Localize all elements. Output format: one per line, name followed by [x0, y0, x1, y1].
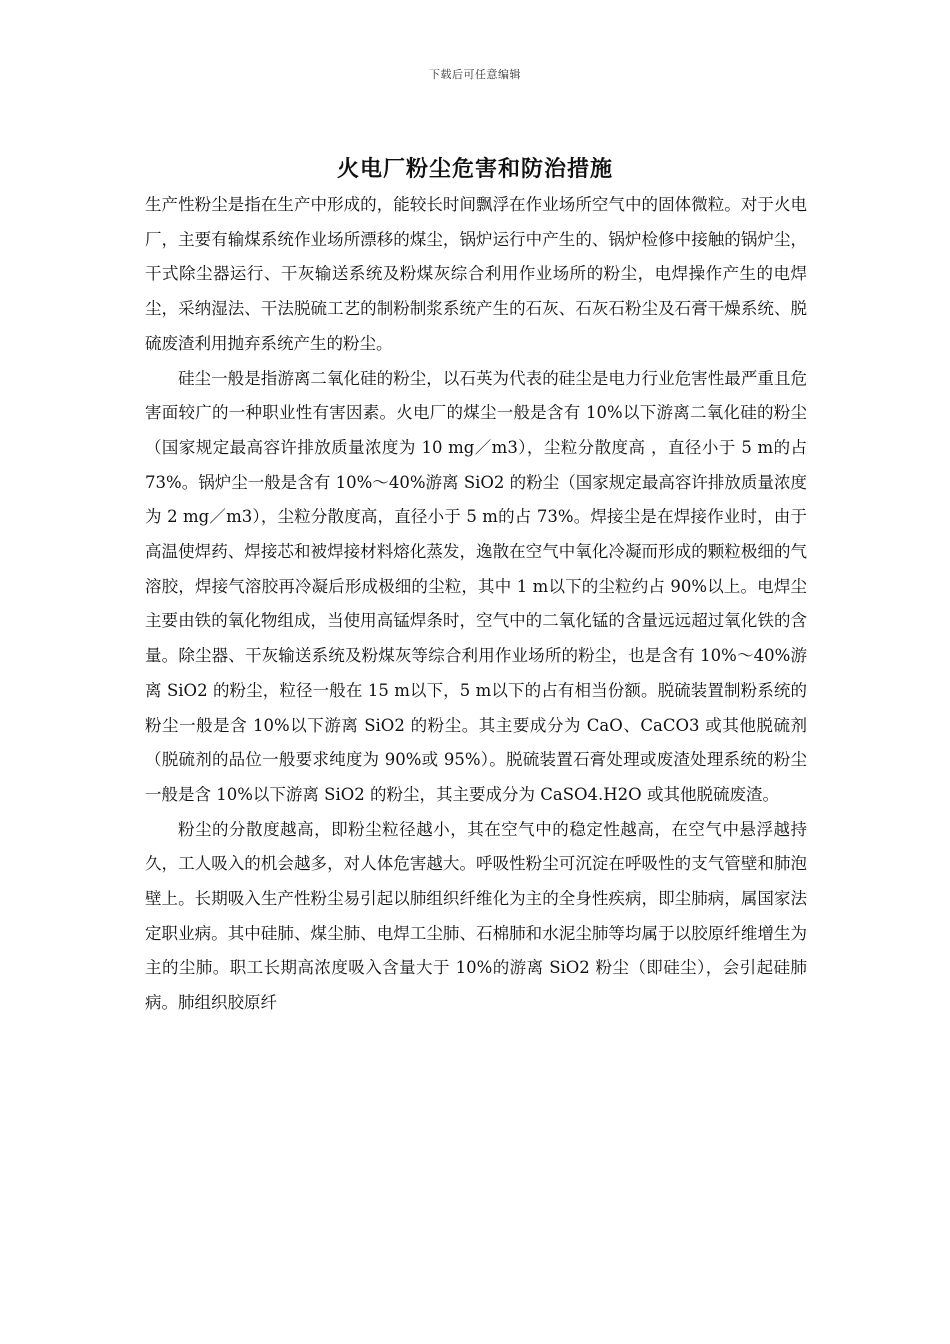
header-note: 下载后可任意编辑 — [429, 68, 521, 81]
paragraph-3: 粉尘的分散度越高，即粉尘粒径越小，其在空气中的稳定性越高，在空气中悬浮越持久，工人吸入的机会越多，对人体危害越大。呼吸性粉尘可沉淀在呼吸性的支气管壁和肺泡壁上。长期吸入生产性粉尘易引起以肺组织纤维化为主的全身性疾病，即尘肺病，属国家法定职业病。其中硅肺、煤尘肺、电焊工尘肺、石棉肺和水泥尘肺等均属于以胶原纤维增生为主的尘肺。职工长期高浓度吸入含量大于 10%的游离 SiO2 粉尘（即硅尘），会引起硅肺病。肺组织胶原纤 — [145, 819, 807, 1013]
document-title: 火电厂粉尘危害和防治措施 — [336, 156, 613, 182]
paragraph-1: 生产性粉尘是指在生产中形成的，能较长时间飘浮在作业场所空气中的固体微粒。对于火电厂，主要有输煤系统作业场所漂移的煤尘，锅炉运行中产生的、锅炉检修中接触的锅炉尘，干式除尘器运行、干灰输送系统及粉煤灰综合利用作业场所的粉尘，电焊操作产生的电焊尘，采纳湿法、干法脱硫工艺的制粉制浆系统产生的石灰、石灰石粉尘及石膏干燥系统、脱硫废渣利用抛弃系统产生的粉尘。 — [145, 195, 807, 353]
document-body — [145, 188, 807, 1021]
paragraph-2: 硅尘一般是指游离二氧化硅的粉尘，以石英为代表的硅尘是电力行业危害性最严重且危害面较广的一种职业性有害因素。火电厂的煤尘一般是含有 10%以下游离二氧化硅的粉尘（国家规定最高容许排放质量浓度为 10 mg／m3），尘粒分散度高 ，直径小于 5 m的占 73%。锅炉尘一般是含有 10%～40%游离 SiO2 的粉尘（国家规定最高容许排放质量浓度为 2 mg／m3），尘粒分散度高，直径小于 5 m的占 73%。焊接尘是在焊接作业时，由于高温使焊药、焊接芯和被焊接材料熔化蒸发，逸散在空气中氧化冷凝而形成的颗粒极细的气溶胶，焊接气溶胶再冷凝后形成极细的尘粒，其中 1 m以下的尘粒约占 90%以上。电焊尘主要由铁的氧化物组成，当使用高锰焊条时，空气中的二氧化锰的含量远远超过氧化铁的含量。除尘器、干灰输送系统及粉煤灰等综合利用作业场所的粉尘，也是含有 10%～40%游离 SiO2 的粉尘，粒径一般在 15 m以下，5 m以下的占有相当份额。脱硫装置制粉系统的粉尘一般是含 10%以下游离 SiO2 的粉尘。其主要成分为 CaO、CaCO3 或其他脱硫剂（脱硫剂的品位一般要求纯度为 90%或 95%）。脱硫装置石膏处理或废渣处理系统的粉尘一般是含 10%以下游离 SiO2 的粉尘，其主要成分为 CaSO4.H2O 或其他脱硫废渣。 — [145, 368, 807, 804]
